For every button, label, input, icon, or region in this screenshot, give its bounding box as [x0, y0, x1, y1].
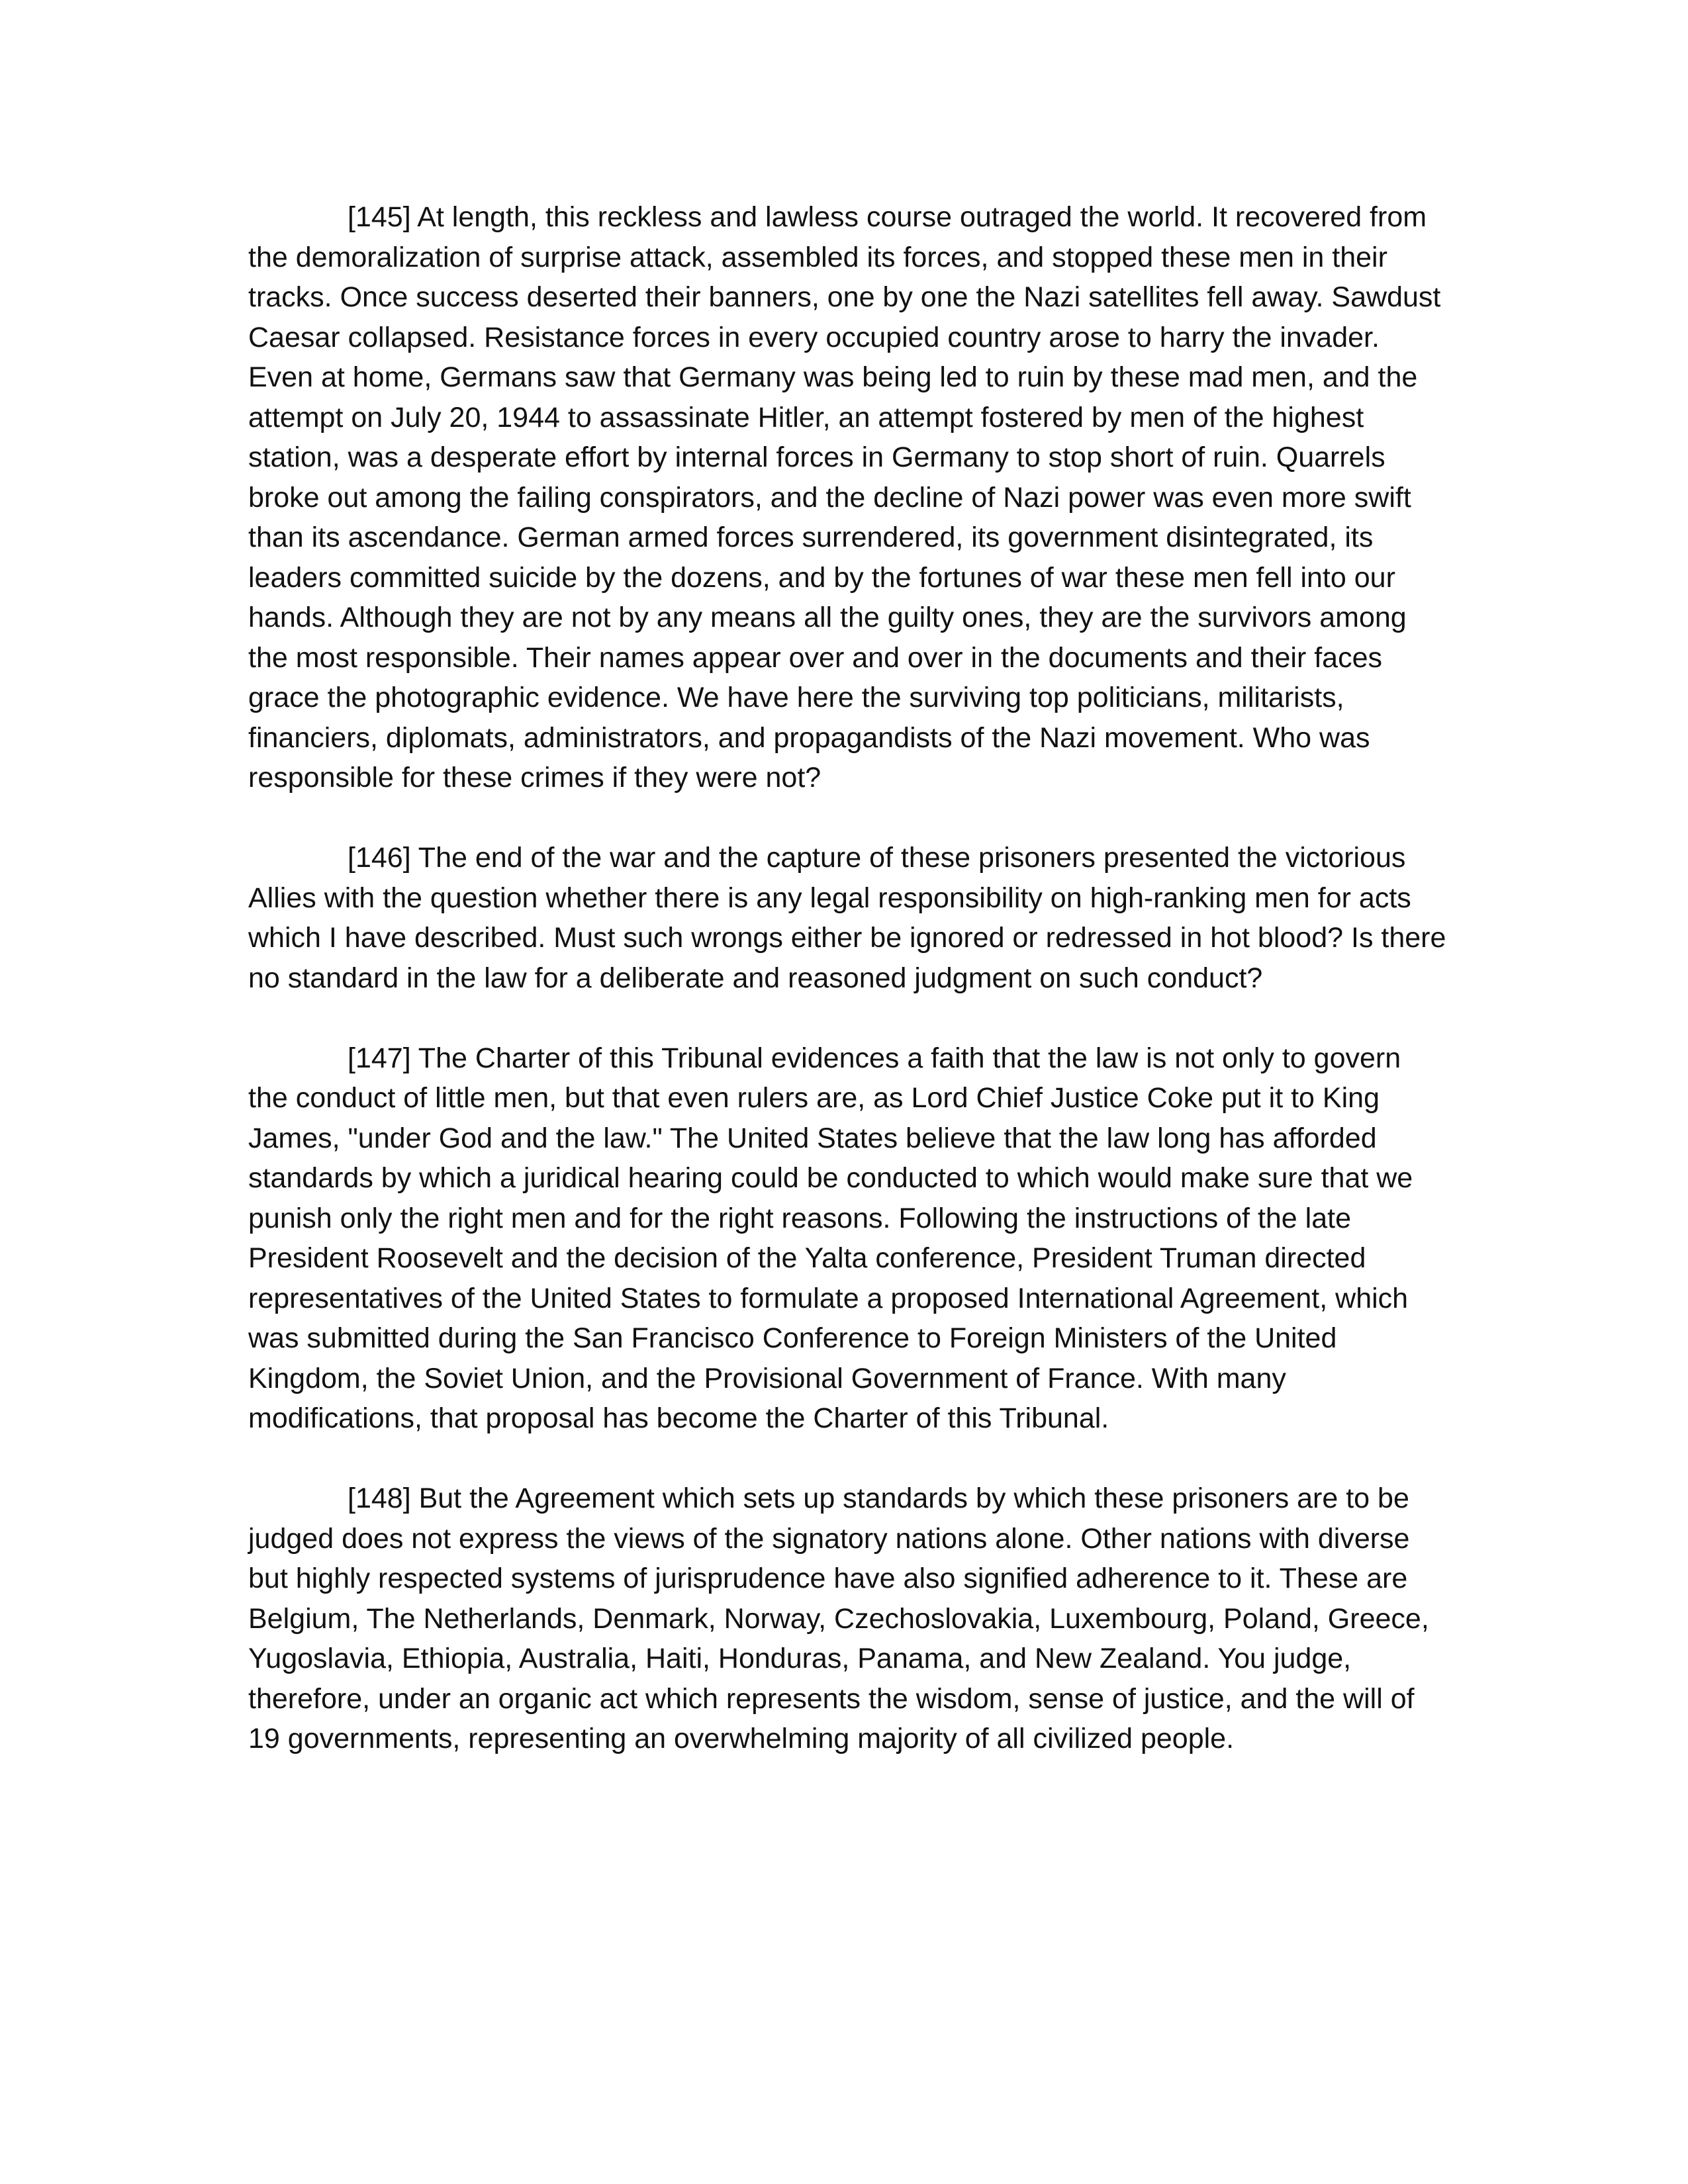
- paragraph-145: [145] At length, this reckless and lawless course outraged the world. It recovered from the demoralization of surprise attack, assembled its forces, and stopped these men in their tracks. Once success deserted their banners, one by one the Nazi satellites fell away. Sawdust Caesar collapsed. Resistance forces in every occupied country arose to harry the invader. Even at home, Germans saw that Germany was being led to ruin by these mad men, and the attempt on July 20, 1944 to assassinate Hitler, an attempt fostered by men of the highest station, was a desperate effort by internal forces in Germany to stop short of ruin. Quarrels broke out among the failing conspirators, and the decline of Nazi power was even more swift than its ascendance. German armed forces surrendered, its government disintegrated, its leaders committed suicide by the dozens, and by the fortunes of war these men fell into our hands. Although they are not by any means all the guilty ones, they are the survivors among the most responsible. Their names appear over and over in the documents and their faces grace the photographic evidence. We have here the surviving top politicians, militarists, financiers, diplomats, administrators, and propagandists of the Nazi movement. Who was responsible for these crimes if they were not?: [248, 201, 1441, 794]
- paragraph-148: [148] But the Agreement which sets up standards by which these prisoners are to be judged does not express the views of the signatory nations alone. Other nations with diverse but highly respected systems of jurisprudence have also signified adherence to it. These are Belgium, The Netherlands, Denmark, Norway, Czechoslovakia, Luxembourg, Poland, Greece, Yugoslavia, Ethiopia, Australia, Haiti, Honduras, Panama, and New Zealand. You judge, therefore, under an organic act which represents the wisdom, sense of justice, and the will of 19 governments, representing an overwhelming majority of all civilized people.: [248, 1482, 1429, 1754]
- paragraph-146: [146] The end of the war and the capture of these prisoners presented the victorious Allies with the question whether there is any legal responsibility on high-ranking men for acts which I have described. Must such wrongs either be ignored or redressed in hot blood? Is there no standard in the law for a deliberate and reasoned judgment on such conduct?: [248, 842, 1446, 994]
- document-body: [248, 197, 1446, 1759]
- paragraph-147: [147] The Charter of this Tribunal evidences a faith that the law is not only to govern the conduct of little men, but that even rulers are, as Lord Chief Justice Coke put it to King James, "under God and the law." The United States believe that the law long has afforded standards by which a juridical hearing could be conducted to which would make sure that we punish only the right men and for the right reasons. Following the instructions of the late President Roosevelt and the decision of the Yalta conference, President Truman directed representatives of the United States to formulate a proposed International Agreement, which was submitted during the San Francisco Conference to Foreign Ministers of the United Kingdom, the Soviet Union, and the Provisional Government of France. With many modifications, that proposal has become the Charter of this Tribunal.: [248, 1042, 1413, 1434]
